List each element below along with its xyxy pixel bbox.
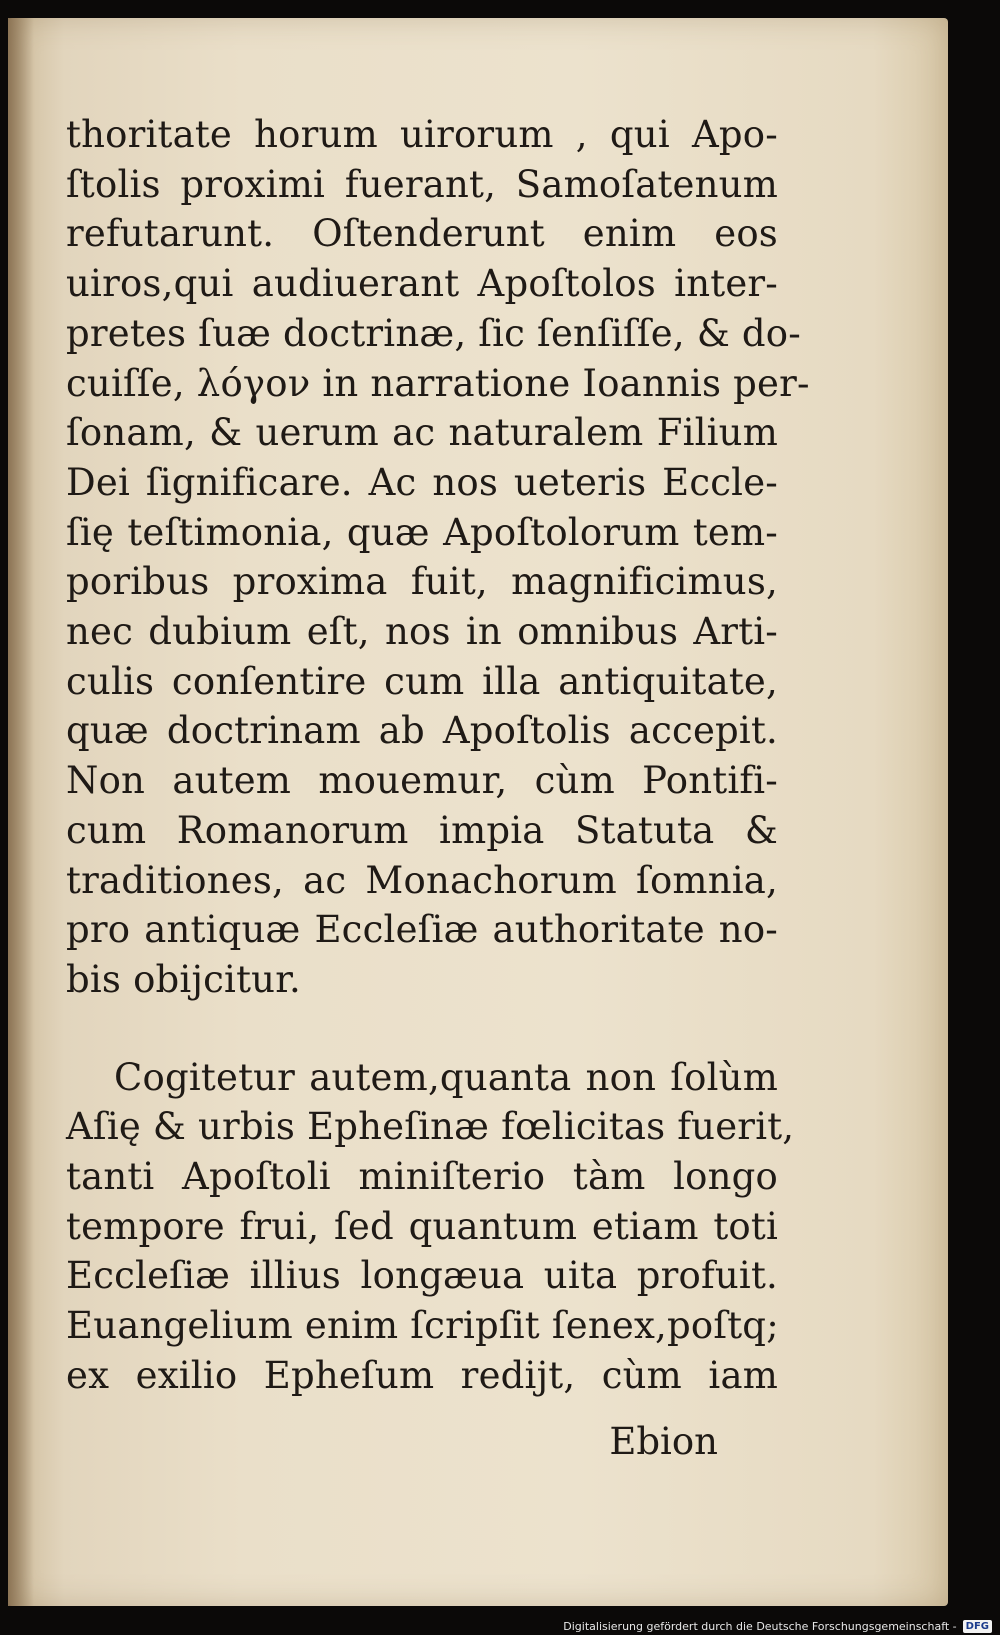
text-line: refutarunt. Oſtenderunt enim eos [66, 212, 778, 256]
text-line: uiros,qui audiuerant Apoſtolos inter- [66, 262, 778, 306]
text-line: Euangelium enim ſcripſit ſenex,poſtq; [66, 1304, 779, 1348]
text-line: ſonam, & uerum ac naturalem Filium [66, 411, 778, 455]
dfg-logo-icon: DFG [963, 1620, 992, 1633]
text-line: tempore frui, ſed quantum etiam toti [66, 1204, 778, 1248]
paragraph-1 [66, 110, 810, 1005]
paragraph-gap [66, 1005, 778, 1053]
text-line: bis obijcitur. [66, 957, 301, 1001]
text-line: Eccleſiæ illius longæua uita profuit. [66, 1254, 778, 1298]
text-line: Cogitetur autem,quanta non ſolùm [114, 1055, 778, 1099]
text-line: Non autem mouemur, cùm Pontifi- [66, 759, 778, 803]
text-line: tanti Apoſtoli miniſterio tàm longo [66, 1155, 778, 1199]
text-line: nec dubium eſt, nos in omnibus Arti- [66, 610, 778, 654]
text-line: cuiſſe, λόγον in narratione Ioannis per- [66, 361, 810, 405]
page-gutter-shadow [8, 18, 34, 1606]
text-line: thoritate horum uirorum , qui Apo- [66, 113, 778, 156]
text-line: pretes ſuæ doctrinæ, ſic ſenſiſſe, & do- [66, 311, 801, 355]
text-line: pro antiquæ Eccleſiæ authoritate no- [66, 908, 778, 952]
credit-text: Digitalisierung gefördert durch die Deutsche Forschungsgemeinschaft - [563, 1620, 957, 1633]
text-line: traditiones, ac Monachorum ſomnia, [66, 858, 778, 902]
text-line: poribus proxima fuit, magnificimus, [66, 560, 778, 604]
text-line: Dei ſignificare. Ac nos ueteris Eccle- [66, 460, 778, 504]
text-line: Aſię & urbis Epheſinæ fœlicitas fuerit, [66, 1105, 795, 1149]
text-line: ſtolis proximi fuerant, Samoſatenum [66, 162, 778, 206]
text-line: quæ doctrinam ab Apoſtolis accepit. [66, 709, 778, 753]
digitization-credit [563, 1620, 992, 1633]
book-page [8, 18, 948, 1606]
text-line: cum Romanorum impia Statuta & [66, 808, 778, 852]
text-line: ſię teſtimonia, quæ Apoſtolorum tem- [66, 510, 778, 554]
page-body-text [66, 110, 810, 1401]
paragraph-2 [66, 1053, 795, 1401]
catchword: Ebion [609, 1420, 718, 1463]
text-line: culis conſentire cum illa antiquitate, [66, 659, 778, 703]
text-line: ex exilio Epheſum redijt, cùm iam [66, 1353, 778, 1397]
